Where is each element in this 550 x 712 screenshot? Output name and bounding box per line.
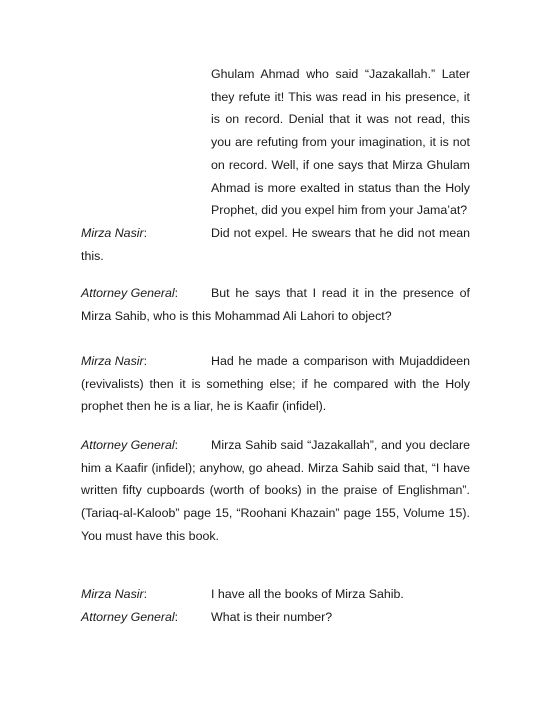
speech-text: I have all the books of Mirza Sahib. bbox=[211, 587, 404, 601]
dialogue-turn bbox=[81, 606, 470, 629]
speaker-colon: : bbox=[174, 610, 179, 624]
speech-text: What is their number? bbox=[211, 610, 333, 624]
speaker-label bbox=[81, 583, 147, 606]
dialogue-turn bbox=[81, 434, 470, 548]
speech-text: Had he made a comparison with Mujaddideen (revivalists) then it is something else; if he compared with the Holy prophet then he is a liar, he is Kaafir (infidel). bbox=[81, 354, 470, 414]
speaker-colon: : bbox=[174, 286, 179, 300]
speaker-name: Attorney General bbox=[81, 286, 175, 300]
dialogue-turn bbox=[81, 583, 470, 606]
speaker-name: Mirza Nasir bbox=[81, 354, 144, 368]
speaker-label bbox=[81, 434, 178, 457]
speaker-label bbox=[81, 606, 178, 629]
speech-text: But he says that I read it in the presence of Mirza Sahib, who is this Mohammad Ali Lahori to object? bbox=[81, 286, 470, 323]
dialogue-turn bbox=[81, 282, 470, 327]
speech-text: Mirza Sahib said “Jazakallah”, and you declare him a Kaafir (infidel); anyhow, go ahead. Mirza Sahib said that, “I have written fifty cupboards (worth of books) in the praise of Englishman”. (Tariaq-al-Kaloob” page 15, “Roohani Khazain” page 155, Volume 15). You must have this book. bbox=[81, 438, 470, 543]
speaker-label bbox=[81, 222, 147, 245]
speaker-name: Attorney General bbox=[81, 610, 175, 624]
speaker-label bbox=[81, 350, 147, 373]
speaker-name: Mirza Nasir bbox=[81, 587, 144, 601]
speaker-colon: : bbox=[143, 587, 148, 601]
dialogue-turn bbox=[81, 222, 470, 267]
speaker-name: Attorney General bbox=[81, 438, 175, 452]
speaker-colon: : bbox=[143, 226, 148, 240]
dialogue-turn bbox=[81, 350, 470, 418]
speaker-label bbox=[81, 282, 178, 305]
speaker-colon: : bbox=[174, 438, 179, 452]
continuation-paragraph: Ghulam Ahmad who said “Jazakallah.” Later they refute it! This was read in his presence, it is on record. Denial that it was not read, this you are refuting from your imagination, it is not on record. Well, if one says that Mirza Ghulam Ahmad is more exalted in status than the Holy Prophet, did you expel him from your Jama’at? bbox=[211, 67, 470, 218]
speaker-colon: : bbox=[143, 354, 148, 368]
speaker-name: Mirza Nasir bbox=[81, 226, 144, 240]
speech-text: Did not expel. He swears that he did not mean this. bbox=[81, 226, 470, 263]
